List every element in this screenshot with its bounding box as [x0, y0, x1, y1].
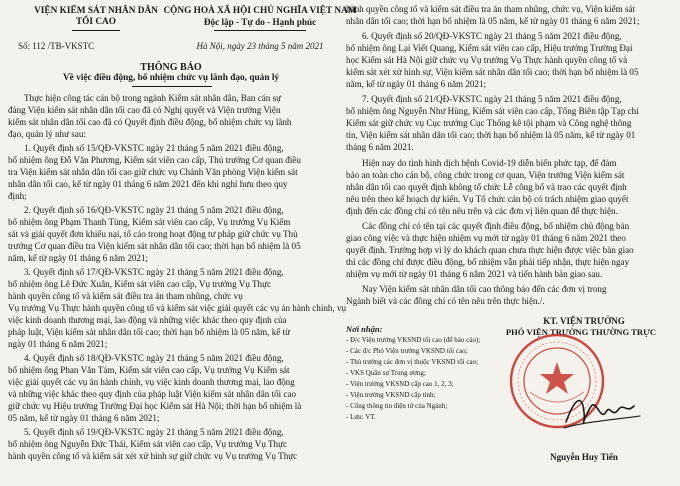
recipient-item: - Cổng thông tin điện tử của Ngành; — [346, 402, 448, 410]
agency-name-line2: TỐI CAO — [75, 17, 117, 27]
body-line: năm, kể từ ngày 01 tháng 6 năm 2021; — [8, 253, 149, 263]
body-line: tin, Viện kiểm sát nhân dân tối cao; thời hạn bổ nhiệm là 05 năm, kể từ ngày 01 — [346, 130, 636, 140]
body-line: pháp luật, Viện kiểm sát nhân dân tối cao; thời hạn bổ nhiệm là 05 năm, kể từ — [8, 327, 291, 337]
body-line: định đến các đồng chí có tên nêu trên và các đơn vị liên quan để thực hiện. — [346, 206, 618, 216]
body-line: Thực hiện công tác cán bộ trong ngành Kiểm sát nhân dân, Ban cán sự — [24, 93, 282, 103]
body-line: nhân dân tối cao; thời hạn bổ nhiệm là 05 năm, kể từ ngày 01 tháng 6 năm 2021; — [346, 16, 640, 26]
body-line: Vụ trưởng Vụ Thực hành quyền công tố và kiểm sát việc giải quyết các vụ án hành chính, vụ — [8, 303, 347, 313]
body-line: định; — [8, 191, 27, 201]
body-line: hành quyền công tố và kiểm sát điều tra án tham nhũng, chức vụ — [8, 291, 243, 301]
body-line: việc giải quyết các vụ án hành chính, vụ việc kinh doanh thương mại, lao động — [8, 377, 295, 387]
body-line: học Kiểm sát Hà Nội giữ chức vụ Vụ trưởng Vụ Thực hành quyền công tố và — [346, 55, 628, 65]
body-line: 7. Quyết định số 21/QĐ-VKSTC ngày 21 tháng 5 năm 2021 điều động, — [362, 94, 622, 104]
recipient-item: - Thủ trưởng các đơn vị thuộc VKSND tối cao; — [346, 358, 479, 366]
recipients-title: Nơi nhận: — [346, 324, 383, 334]
body-line: đạo, quản lý như sau: — [8, 129, 86, 139]
body-line: thì các đồng chí được điều động, bổ nhiệm vẫn phải tiếp nhận, thực hiện ngay — [346, 257, 630, 267]
document-date: Hà Nội, ngày 23 tháng 5 năm 2021 — [196, 41, 324, 51]
body-line: giữ chức vụ Hiệu trưởng Trường Đại học Kiểm sát Hà Nội; thời hạn bổ nhiệm là — [8, 401, 302, 411]
body-line: tháng 6 năm 2021. — [346, 142, 414, 152]
handwritten-signature — [560, 382, 644, 438]
agency-underline — [72, 30, 120, 31]
body-line: Nay Viện kiểm sát nhân dân tối cao thông báo đến các đơn vị trong — [362, 284, 607, 294]
body-line: bổ nhiệm ông Lại Viết Quang, Kiểm sát viên cao cấp, Hiệu trưởng Trường Đại — [346, 43, 633, 53]
body-line: kiểm sát xét xử hình sự, Viện kiểm sát nhân dân tối cao; thời hạn bổ nhiệm là 05 — [346, 67, 639, 77]
signature-line2: PHÓ VIỆN TRƯỞNG THƯỜNG TRỰC — [505, 327, 657, 337]
body-line: 1. Quyết định số 15/QĐ-VKSTC ngày 21 tháng 5 năm 2021 điều động, — [24, 143, 284, 153]
national-motto: Độc lập - Tự do - Hạnh phúc — [203, 17, 317, 27]
recipient-item: - Viện trưởng VKSND cấp tỉnh; — [346, 391, 436, 399]
body-line: 2. Quyết định số 16/QĐ-VKSTC ngày 21 tháng 5 năm 2021 điều động, — [24, 205, 284, 215]
body-line: nêu trên theo kế hoạch dự kiến. Vụ Tổ chức cán bộ có trách nhiệm giao quyết — [346, 194, 629, 204]
body-line: việc kinh doanh thương mại, lao động và những việc khác theo quy định của — [8, 315, 287, 325]
country-name: CỘNG HOÀ XÃ HỘI CHỦ NGHĨA VIỆT NAM — [163, 6, 357, 16]
body-line: 05 năm, kể từ ngày 01 tháng 6 năm 2021; — [8, 413, 160, 423]
document-number: Số: 112 /TB-VKSTC — [18, 41, 95, 51]
body-line: bổ nhiệm ông Đỗ Văn Phương, Kiểm sát viên cao cấp, Thủ trưởng Cơ quan điều — [8, 155, 301, 165]
body-line: bổ nhiệm ông Phạm Thanh Tùng, Kiểm sát viên cao cấp, Vụ trưởng Vụ Kiểm — [8, 217, 291, 227]
body-line: bổ nhiệm ông Lê Đức Xuân, Kiểm sát viên cao cấp, Vụ trưởng Vụ Thực — [8, 279, 272, 289]
body-line: Kiểm sát giữ chức vụ Cục trưởng Cục Thống kê tội phạm và Công nghệ thông — [346, 118, 632, 128]
recipient-item: - Đ/c Viện trưởng VKSND tối cao (để báo cáo); — [346, 336, 481, 344]
signature-line1: KT. VIỆN TRƯỞNG — [543, 316, 625, 326]
body-line: kiểm sát nhân dân tối cao đã có Quyết định điều động, bổ nhiệm chức vụ lãnh — [8, 117, 292, 127]
body-line: tra Viện kiểm sát nhân dân tối cao giữ chức vụ Chánh Văn phòng Viện kiểm sát — [8, 167, 298, 177]
body-line: giao công việc và thực hiện nhiệm vụ mới từ ngày 01 tháng 6 năm 2021 theo — [346, 233, 626, 243]
body-line: 4. Quyết định số 18/QĐ-VKSTC ngày 21 tháng 5 năm 2021 điều động, — [24, 353, 284, 363]
body-line: sát và giải quyết đơn khiếu nại, tố cáo trong hoạt động tư pháp giữ chức vụ Thủ — [8, 229, 298, 239]
signer-name: Nguyễn Huy Tiến — [550, 452, 618, 462]
body-line: Ngành biết và các đồng chí có tên nêu trên thực hiện./. — [346, 296, 545, 306]
body-line: hành quyền công tố và kiểm sát điều tra án tham nhũng, chức vụ, Viện kiểm sát — [346, 4, 636, 14]
body-line: 3. Quyết định số 17/QĐ-VKSTC ngày 21 tháng 5 năm 2021 điều động, — [24, 267, 284, 277]
body-line: ngày 01 tháng 6 năm 2021; — [8, 339, 108, 349]
body-line: trưởng Cơ quan điều tra Viện kiểm sát nhân dân tối cao; thời hạn bổ nhiệm là 05 — [8, 241, 301, 251]
body-line: nhân dân tối cao quyết định không tổ chức Lễ công bố và trao các quyết định — [346, 182, 627, 192]
notice-title: THÔNG BÁO — [140, 62, 202, 73]
body-line: 5. Quyết định số 19/QĐ-VKSTC ngày 21 tháng 5 năm 2021 điều động, — [24, 427, 284, 437]
body-line: nhiệm vụ mới từ ngày 01 tháng 6 năm 2021 và tiến hành bàn giao sau. — [346, 269, 603, 279]
agency-name-line1: VIỆN KIỂM SÁT NHÂN DÂN — [34, 6, 158, 16]
body-line: hành quyền công tố và kiểm sát xét xử hình sự giữ chức vụ Vụ trưởng Vụ Thực — [8, 451, 298, 461]
body-line: và những việc khác theo quy định của pháp luật Viện kiểm sát nhân dân tối cao — [8, 389, 297, 399]
recipient-item: - Các đ/c Phó Viện trưởng VKSND tối cao; — [346, 347, 468, 355]
body-line-spare: Viện kiểm sát nhân dân tối cao giữ chức vụ — [8, 475, 26, 476]
body-line: quyết định. Trường hợp vì lý do khách quan chưa thực hiện được việc bàn giao — [346, 245, 634, 255]
body-line: bảo an toàn cho cán bộ, công chức trong cơ quan, Viện trưởng Viện kiểm sát — [346, 170, 625, 180]
recipient-item: - VKS Quân sự Trung ương; — [346, 369, 426, 377]
subtitle-underline — [132, 86, 212, 87]
recipient-item: - Lưu: VT. — [346, 413, 376, 421]
body-line: bổ nhiệm ông Phan Văn Tám, Kiểm sát viên cao cấp, Vụ trưởng Vụ Kiểm sát — [8, 365, 290, 375]
body-line: Các đồng chí có tên tại các quyết định điều động, bổ nhiệm chủ động bàn — [362, 221, 630, 231]
recipient-item: - Viện trưởng VKSND cấp cao 1, 2, 3; — [346, 380, 454, 388]
body-line: bổ nhiệm ông Nguyễn Đức Thái, Kiểm sát viên cao cấp, Vụ trưởng Vụ Thực — [8, 439, 288, 449]
notice-subtitle: Về việc điều động, bổ nhiệm chức vụ lãnh đạo, quản lý — [62, 73, 280, 83]
body-line: Hiện nay do tình hình dịch bệnh Covid-19 diễn biến phức tạp, để đảm — [362, 158, 617, 168]
body-line: năm, kể từ ngày 01 tháng 6 năm 2021; — [346, 79, 487, 89]
body-line: nhân dân tối cao, kể từ ngày 01 tháng 6 năm 2021 đến khi nghỉ hưu theo quy — [8, 179, 288, 189]
body-line: bổ nhiệm ông Nguyễn Như Hùng, Kiểm sát viên cao cấp, Tổng Biên tập Tạp chí — [346, 106, 639, 116]
motto-underline — [214, 30, 306, 31]
body-line: 6. Quyết định số 20/QĐ-VKSTC ngày 21 tháng 5 năm 2021 điều động, — [362, 31, 622, 41]
body-line: đảng Viện kiểm sát nhân dân tối cao đã có Nghị quyết và Viện trưởng Viện — [8, 105, 281, 115]
